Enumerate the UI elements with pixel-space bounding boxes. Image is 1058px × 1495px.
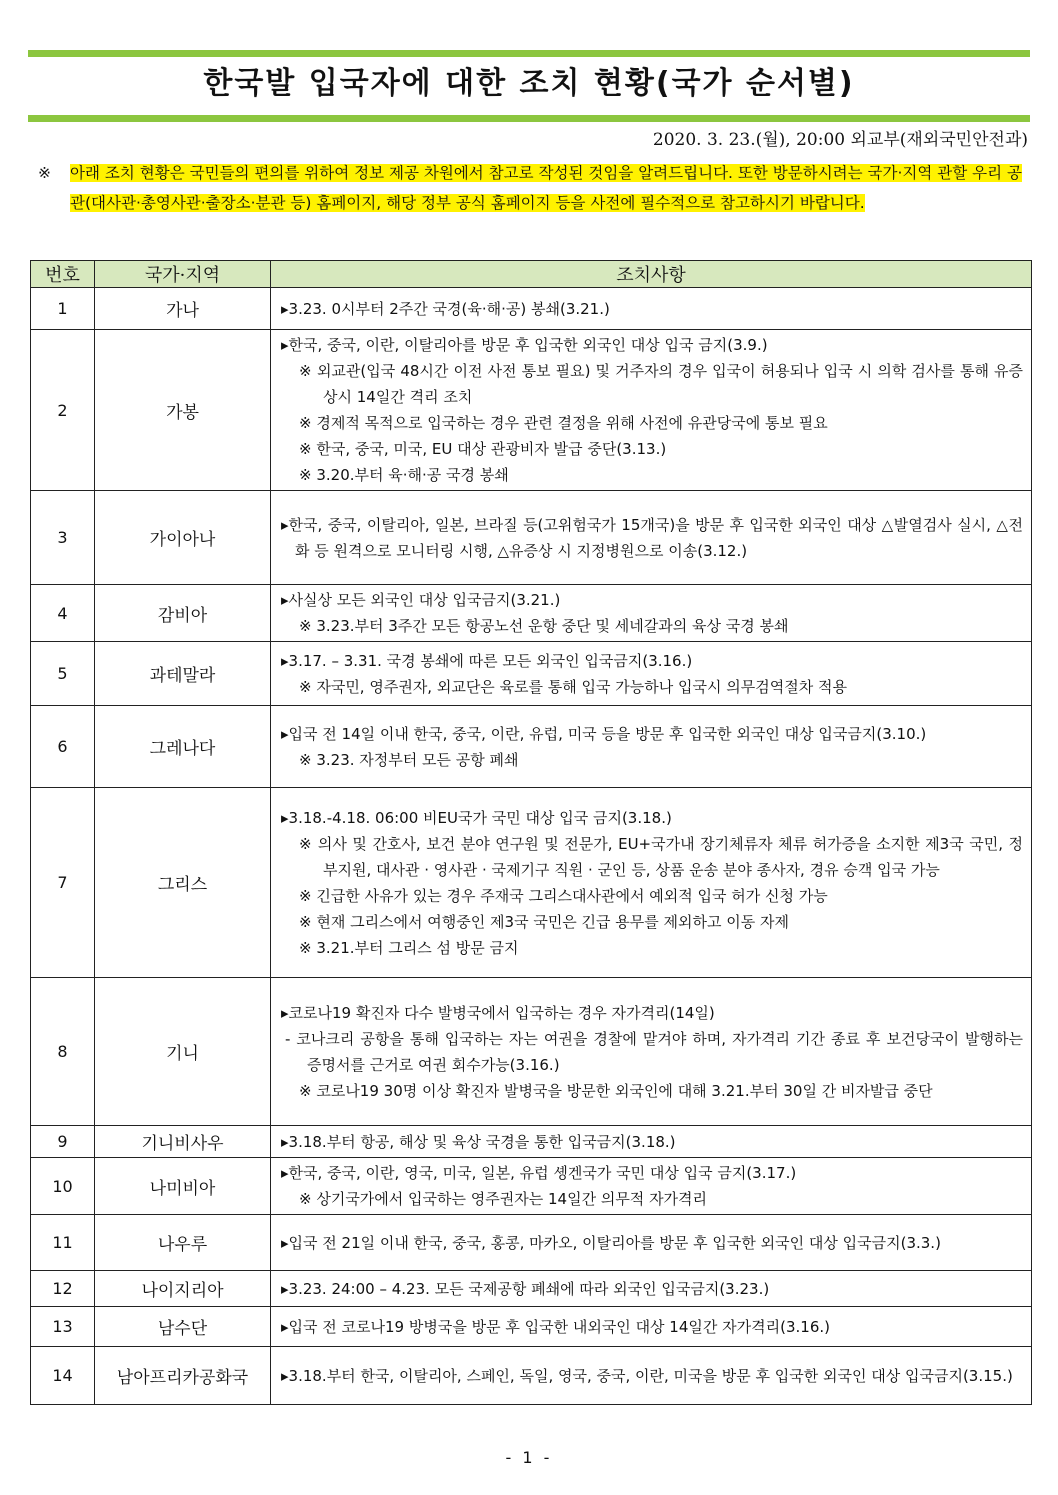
country-name: 나이지리아 bbox=[95, 1271, 271, 1307]
measure-item: ▸3.23. 0시부터 2주간 국경(육·해·공) 봉쇄(3.21.) bbox=[281, 299, 610, 318]
country-name: 과테말라 bbox=[95, 642, 271, 706]
page-title: 한국발 입국자에 대한 조치 현황(국가 순서별) bbox=[203, 66, 855, 101]
table-row bbox=[31, 642, 1032, 706]
measure-cell bbox=[271, 1126, 1032, 1158]
country-name: 기니 bbox=[95, 978, 271, 1126]
table-row bbox=[31, 978, 1032, 1126]
measure-note: ※ 자국민, 영주권자, 외교단은 육로를 통해 입국 가능하나 입국시 의무검역절차 적용 bbox=[299, 677, 847, 696]
measure-item: ▸입국 전 코로나19 방병국을 방문 후 입국한 내외국인 대상 14일간 자가격리(3.16.) bbox=[281, 1317, 830, 1336]
row-number: 5 bbox=[31, 642, 95, 706]
country-name: 그레나다 bbox=[95, 706, 271, 788]
row-number: 6 bbox=[31, 706, 95, 788]
date-line: 2020. 3. 23.(월), 20:00 외교부(재외국민안전과) bbox=[652, 130, 1028, 150]
measure-item: ▸입국 전 14일 이내 한국, 중국, 이란, 유럽, 미국 등을 방문 후 입국한 외국인 대상 입국금지(3.10.) bbox=[281, 724, 927, 743]
row-number: 4 bbox=[31, 585, 95, 642]
table-row bbox=[31, 1271, 1032, 1307]
measure-item: ▸사실상 모든 외국인 대상 입국금지(3.21.) bbox=[281, 591, 561, 609]
measure-item: ▸한국, 중국, 이탈리아, 일본, 브라질 등(고위험국가 15개국)을 방문 후 입국한 외국인 대상 △발열검사 실시, △전화 등 원격으로 모니터링 시행, △유증상 시 지정병원으로 이송(3.12.) bbox=[281, 515, 1023, 560]
measure-note: ※ 의사 및 간호사, 보건 분야 연구원 및 전문가, EU+국가내 장기체류자 체류 허가증을 소지한 제3국 국민, 정부지원, 대사관 · 영사관 · 국제기구 직원 · 군인 등, 상품 운송 분야 종사자, 경유 승객 입국 가능 bbox=[299, 834, 1023, 879]
row-number: 9 bbox=[31, 1126, 95, 1158]
row-number: 14 bbox=[31, 1347, 95, 1405]
measure-item: ▸한국, 중국, 이란, 영국, 미국, 일본, 유럽 솅겐국가 국민 대상 입국 금지(3.17.) bbox=[281, 1164, 797, 1182]
country-name: 가봉 bbox=[95, 330, 271, 491]
measure-note: ※ 현재 그리스에서 여행중인 제3국 국민은 긴급 용무를 제외하고 이동 자제 bbox=[299, 912, 790, 931]
country-name: 남아프리카공화국 bbox=[95, 1347, 271, 1405]
header-country: 국가·지역 bbox=[95, 261, 271, 288]
row-number: 10 bbox=[31, 1158, 95, 1215]
table-row bbox=[31, 1307, 1032, 1347]
table-row bbox=[31, 1347, 1032, 1405]
measure-item: ▸3.18.부터 한국, 이탈리아, 스페인, 독일, 영국, 중국, 이란, 미국을 방문 후 입국한 외국인 대상 입국금지(3.15.) bbox=[281, 1366, 1013, 1385]
table-row bbox=[31, 788, 1032, 978]
table-row bbox=[31, 330, 1032, 491]
table-row bbox=[31, 288, 1032, 330]
notice bbox=[38, 158, 1034, 218]
measure-cell bbox=[271, 1271, 1032, 1307]
table-row bbox=[31, 1158, 1032, 1215]
row-number: 13 bbox=[31, 1307, 95, 1347]
row-number: 1 bbox=[31, 288, 95, 330]
measure-item: ▸코로나19 확진자 다수 발병국에서 입국하는 경우 자가격리(14일) bbox=[281, 1003, 715, 1022]
measure-cell bbox=[271, 288, 1032, 330]
country-name: 남수단 bbox=[95, 1307, 271, 1347]
country-name: 나미비아 bbox=[95, 1158, 271, 1215]
measure-item: ▸입국 전 21일 이내 한국, 중국, 홍콩, 마카오, 이탈리아를 방문 후 입국한 외국인 대상 입국금지(3.3.) bbox=[281, 1233, 941, 1252]
measure-cell bbox=[271, 706, 1032, 788]
row-number: 2 bbox=[31, 330, 95, 491]
table-header-row bbox=[31, 261, 1032, 288]
measure-cell bbox=[271, 642, 1032, 706]
measure-item: ▸한국, 중국, 이란, 이탈리아를 방문 후 입국한 외국인 대상 입국 금지(3.9.) bbox=[281, 336, 768, 354]
measure-cell bbox=[271, 491, 1032, 585]
measure-cell bbox=[271, 788, 1032, 978]
measure-note: ※ 경제적 목적으로 입국하는 경우 관련 결정을 위해 사전에 유관당국에 통보 필요 bbox=[299, 414, 828, 432]
table-row bbox=[31, 1126, 1032, 1158]
measure-note: - 코나크리 공항을 통해 입국하는 자는 여권을 경찰에 맡겨야 하며, 자가격리 기간 종료 후 보건당국이 발행하는 증명서를 근거로 여권 회수가능(3.16.) bbox=[285, 1029, 1023, 1074]
measure-cell bbox=[271, 1307, 1032, 1347]
country-name: 기니비사우 bbox=[95, 1126, 271, 1158]
country-name: 감비아 bbox=[95, 585, 271, 642]
measure-item: ▸3.18.-4.18. 06:00 비EU국가 국민 대상 입국 금지(3.18.) bbox=[281, 808, 672, 827]
measure-cell bbox=[271, 330, 1032, 491]
table-row bbox=[31, 585, 1032, 642]
measure-note: ※ 긴급한 사유가 있는 경우 주재국 그리스대사관에서 예외적 입국 허가 신청 가능 bbox=[299, 886, 828, 905]
row-number: 12 bbox=[31, 1271, 95, 1307]
table-row bbox=[31, 706, 1032, 788]
measure-cell bbox=[271, 1158, 1032, 1215]
header-measures: 조치사항 bbox=[271, 261, 1032, 288]
measure-note: ※ 3.23.부터 3주간 모든 항공노선 운항 중단 및 세네갈과의 육상 국경 봉쇄 bbox=[299, 617, 789, 635]
table-row bbox=[31, 1215, 1032, 1271]
measure-note: ※ 3.20.부터 육·해·공 국경 봉쇄 bbox=[299, 466, 509, 484]
measure-item: ▸3.17. – 3.31. 국경 봉쇄에 따른 모든 외국인 입국금지(3.16.) bbox=[281, 651, 693, 670]
title-bottom-rule bbox=[28, 115, 1030, 122]
measures-table bbox=[30, 260, 1032, 1405]
country-name: 나우루 bbox=[95, 1215, 271, 1271]
measure-item: ▸3.18.부터 항공, 해상 및 육상 국경을 통한 입국금지(3.18.) bbox=[281, 1132, 676, 1151]
row-number: 8 bbox=[31, 978, 95, 1126]
measure-note: ※ 외교관(입국 48시간 이전 사전 통보 필요) 및 거주자의 경우 입국이 허용되나 입국 시 의학 검사를 통해 유증상시 14일간 격리 조치 bbox=[299, 362, 1023, 406]
table-row bbox=[31, 491, 1032, 585]
measure-note: ※ 3.23. 자정부터 모든 공항 폐쇄 bbox=[299, 750, 519, 769]
country-name: 그리스 bbox=[95, 788, 271, 978]
measure-note: ※ 한국, 중국, 미국, EU 대상 관광비자 발급 중단(3.13.) bbox=[299, 440, 667, 458]
title-top-rule bbox=[28, 50, 1030, 57]
measure-note: ※ 상기국가에서 입국하는 영주권자는 14일간 의무적 자가격리 bbox=[299, 1190, 708, 1208]
header-number: 번호 bbox=[31, 261, 95, 288]
measure-note: ※ 코로나19 30명 이상 확진자 발병국을 방문한 외국인에 대해 3.21.부터 30일 간 비자발급 중단 bbox=[299, 1081, 933, 1100]
measure-cell bbox=[271, 978, 1032, 1126]
row-number: 3 bbox=[31, 491, 95, 585]
country-name: 가나 bbox=[95, 288, 271, 330]
row-number: 11 bbox=[31, 1215, 95, 1271]
page-number: - 1 - bbox=[505, 1448, 553, 1467]
measure-item: ▸3.23. 24:00 – 4.23. 모든 국제공항 폐쇄에 따라 외국인 입국금지(3.23.) bbox=[281, 1279, 770, 1298]
measure-cell bbox=[271, 1215, 1032, 1271]
country-name: 가이아나 bbox=[95, 491, 271, 585]
measure-note: ※ 3.21.부터 그리스 섬 방문 금지 bbox=[299, 938, 519, 957]
notice-mark: ※ bbox=[38, 164, 51, 182]
measure-cell bbox=[271, 1347, 1032, 1405]
measure-cell bbox=[271, 585, 1032, 642]
notice-text: 아래 조치 현황은 국민들의 편의를 위하여 정보 제공 차원에서 참고로 작성된 것임을 알려드립니다. 또한 방문하시려는 국가·지역 관할 우리 공관(대사관·총영사관·출장소·분관 등) 홈페이지, 해당 정부 공식 홈페이지 등을 사전에 필수적으로 참고하시기 바랍니다. bbox=[70, 164, 1023, 212]
row-number: 7 bbox=[31, 788, 95, 978]
